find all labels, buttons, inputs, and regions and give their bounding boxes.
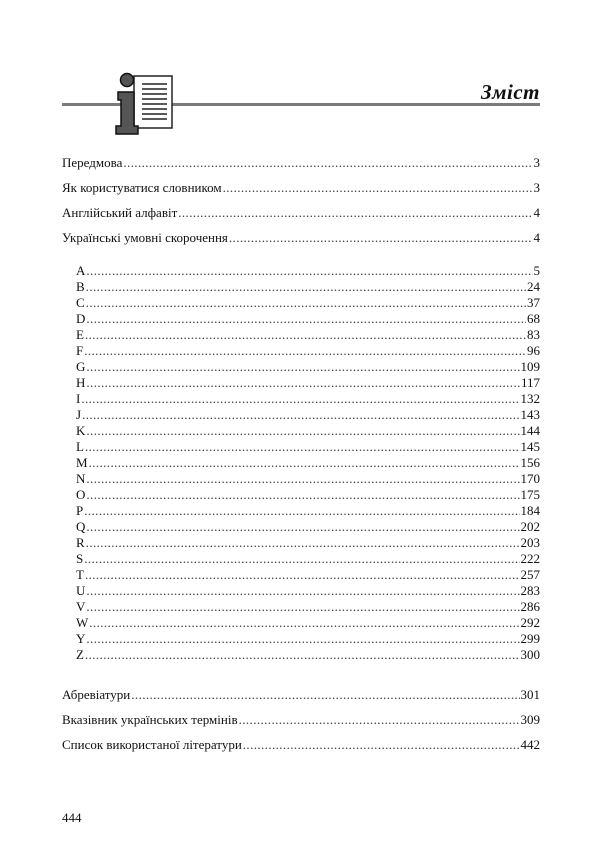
toc-leader-dots: [86, 295, 526, 311]
toc-entry-label: Як користуватися словником: [62, 180, 222, 195]
toc-leader-dots: [86, 631, 519, 647]
toc-leader-dots: [229, 230, 533, 246]
toc-letter-page: 68: [527, 311, 540, 326]
toc-letter-label: N: [76, 471, 86, 486]
toc-letter-page: 222: [520, 551, 540, 566]
toc-leader-dots: [86, 263, 532, 279]
toc-letter-entry[interactable]: [76, 615, 540, 631]
toc-leader-dots: [86, 471, 519, 487]
toc-letter-label: G: [76, 359, 86, 374]
toc-entry-page: 442: [520, 737, 540, 752]
toc-letter-page: 156: [520, 455, 540, 470]
toc-letter-page: 175: [520, 487, 540, 502]
toc-letter-page: 202: [520, 519, 540, 534]
toc-entry[interactable]: [62, 180, 540, 196]
toc-letter-label: M: [76, 455, 88, 470]
toc-letter-label: Q: [76, 519, 86, 534]
toc-letter-entry[interactable]: [76, 583, 540, 599]
toc-letter-label: U: [76, 583, 86, 598]
toc-letter-page: 257: [520, 567, 540, 582]
toc-leader-dots: [84, 343, 526, 359]
toc-leader-dots: [86, 311, 526, 327]
page-title: Зміст: [480, 80, 540, 104]
toc-letter-label: L: [76, 439, 84, 454]
toc-letter-label: D: [76, 311, 86, 326]
toc-leader-dots: [86, 375, 520, 391]
toc-letter-label: Y: [76, 631, 86, 646]
toc-letter-entry[interactable]: [76, 503, 540, 519]
toc-leader-dots: [123, 155, 532, 171]
toc-letter-entry[interactable]: [76, 295, 540, 311]
toc-letter-entry[interactable]: [76, 631, 540, 647]
toc-letter-entry[interactable]: [76, 359, 540, 375]
toc-letter-label: B: [76, 279, 85, 294]
toc-letter-label: C: [76, 295, 85, 310]
toc-letter-entry[interactable]: [76, 407, 540, 423]
toc-leader-dots: [86, 519, 519, 535]
toc-entry-page: 4: [533, 230, 540, 245]
toc-entry[interactable]: [62, 687, 540, 703]
toc-letter-label: H: [76, 375, 86, 390]
toc-leader-dots: [85, 647, 520, 663]
toc-letter-entry[interactable]: [76, 375, 540, 391]
toc-leader-dots: [84, 551, 519, 567]
toc-letter-page: 37: [527, 295, 540, 310]
toc-letter-page: 5: [533, 263, 540, 278]
toc-letter-entry[interactable]: [76, 551, 540, 567]
toc-leader-dots: [86, 599, 519, 615]
toc-letter-entry[interactable]: [76, 567, 540, 583]
toc-letter-label: I: [76, 391, 81, 406]
toc-leader-dots: [86, 279, 526, 295]
toc-entry-label: Список використаної літератури: [62, 737, 242, 752]
toc-letter-label: A: [76, 263, 86, 278]
toc-letter-page: 299: [520, 631, 540, 646]
toc-leader-dots: [86, 359, 519, 375]
toc-letter-page: 109: [520, 359, 540, 374]
toc-letter-label: K: [76, 423, 86, 438]
toc-entry-page: 309: [520, 712, 540, 727]
toc-letter-label: J: [76, 407, 82, 422]
toc-letter-entry[interactable]: [76, 455, 540, 471]
toc-entry-label: Абревіатури: [62, 687, 131, 702]
toc-entry-label: Вказівник українських термінів: [62, 712, 238, 727]
toc-letter-entry[interactable]: [76, 471, 540, 487]
toc-letter-entry[interactable]: [76, 439, 540, 455]
toc-leader-dots: [86, 423, 519, 439]
toc-letter-page: 286: [520, 599, 540, 614]
toc-letter-entry[interactable]: [76, 535, 540, 551]
toc-entry[interactable]: [62, 230, 540, 246]
toc-entry[interactable]: [62, 712, 540, 728]
toc-letter-label: V: [76, 599, 86, 614]
toc-leader-dots: [86, 487, 519, 503]
toc-entry-page: 3: [533, 180, 540, 195]
toc-letter-entry[interactable]: [76, 279, 540, 295]
toc-letter-page: 144: [520, 423, 540, 438]
toc-letter-entry[interactable]: [76, 599, 540, 615]
toc-entry-page: 4: [533, 205, 540, 220]
toc-letter-label: Z: [76, 647, 84, 662]
toc-leader-dots: [239, 712, 520, 728]
toc-leader-dots: [85, 439, 520, 455]
toc-letter-entry[interactable]: [76, 263, 540, 279]
toc-leader-dots: [86, 583, 519, 599]
toc-letter-label: R: [76, 535, 85, 550]
toc-letter-entry[interactable]: [76, 343, 540, 359]
toc-letter-label: W: [76, 615, 89, 630]
toc-entry[interactable]: [62, 737, 540, 753]
toc-letter-entry[interactable]: [76, 423, 540, 439]
toc-letter-page: 117: [520, 375, 540, 390]
page-number: 444: [62, 810, 82, 825]
toc-letter-label: P: [76, 503, 84, 518]
toc-letter-page: 143: [520, 407, 540, 422]
toc-letter-entry[interactable]: [76, 487, 540, 503]
toc-letter-entry[interactable]: [76, 391, 540, 407]
toc-leader-dots: [243, 737, 520, 753]
toc-letter-label: O: [76, 487, 86, 502]
toc-letter-entry[interactable]: [76, 327, 540, 343]
toc-leader-dots: [84, 503, 519, 519]
toc-leader-dots: [82, 407, 519, 423]
info-document-icon: [112, 70, 176, 136]
toc-leader-dots: [223, 180, 533, 196]
toc-entry-label: Передмова: [62, 155, 123, 170]
toc-letter-page: 83: [527, 327, 540, 342]
toc-leader-dots: [131, 687, 519, 703]
toc-letter-page: 184: [520, 503, 540, 518]
toc-entry-label: Англійський алфавіт: [62, 205, 178, 220]
toc-leader-dots: [85, 327, 526, 343]
toc-letter-label: T: [76, 567, 84, 582]
toc-letter-entry[interactable]: [76, 519, 540, 535]
toc-entry-page: 3: [533, 155, 540, 170]
toc-letter-entry[interactable]: [76, 647, 540, 663]
toc-entry[interactable]: [62, 155, 540, 171]
toc-entry-page: 301: [520, 687, 540, 702]
toc-letter-page: 170: [520, 471, 540, 486]
toc-letter-page: 96: [527, 343, 540, 358]
toc-letter-label: S: [76, 551, 84, 566]
toc-letter-page: 145: [520, 439, 540, 454]
toc-leader-dots: [89, 615, 519, 631]
page-header: [0, 0, 600, 140]
toc-letter-page: 132: [520, 391, 540, 406]
toc-letter-page: 292: [520, 615, 540, 630]
toc-letter-label: F: [76, 343, 84, 358]
toc-leader-dots: [89, 455, 520, 471]
toc-letter-label: E: [76, 327, 84, 342]
toc-letter-page: 203: [520, 535, 540, 550]
toc-leader-dots: [81, 391, 519, 407]
toc-leader-dots: [178, 205, 532, 221]
toc-entry[interactable]: [62, 205, 540, 221]
toc-letter-page: 300: [520, 647, 540, 662]
toc-letter-page: 24: [527, 279, 540, 294]
toc-letter-entry[interactable]: [76, 311, 540, 327]
toc-entry-label: Українські умовні скорочення: [62, 230, 228, 245]
toc-letter-page: 283: [520, 583, 540, 598]
toc-leader-dots: [85, 567, 520, 583]
toc-leader-dots: [86, 535, 520, 551]
